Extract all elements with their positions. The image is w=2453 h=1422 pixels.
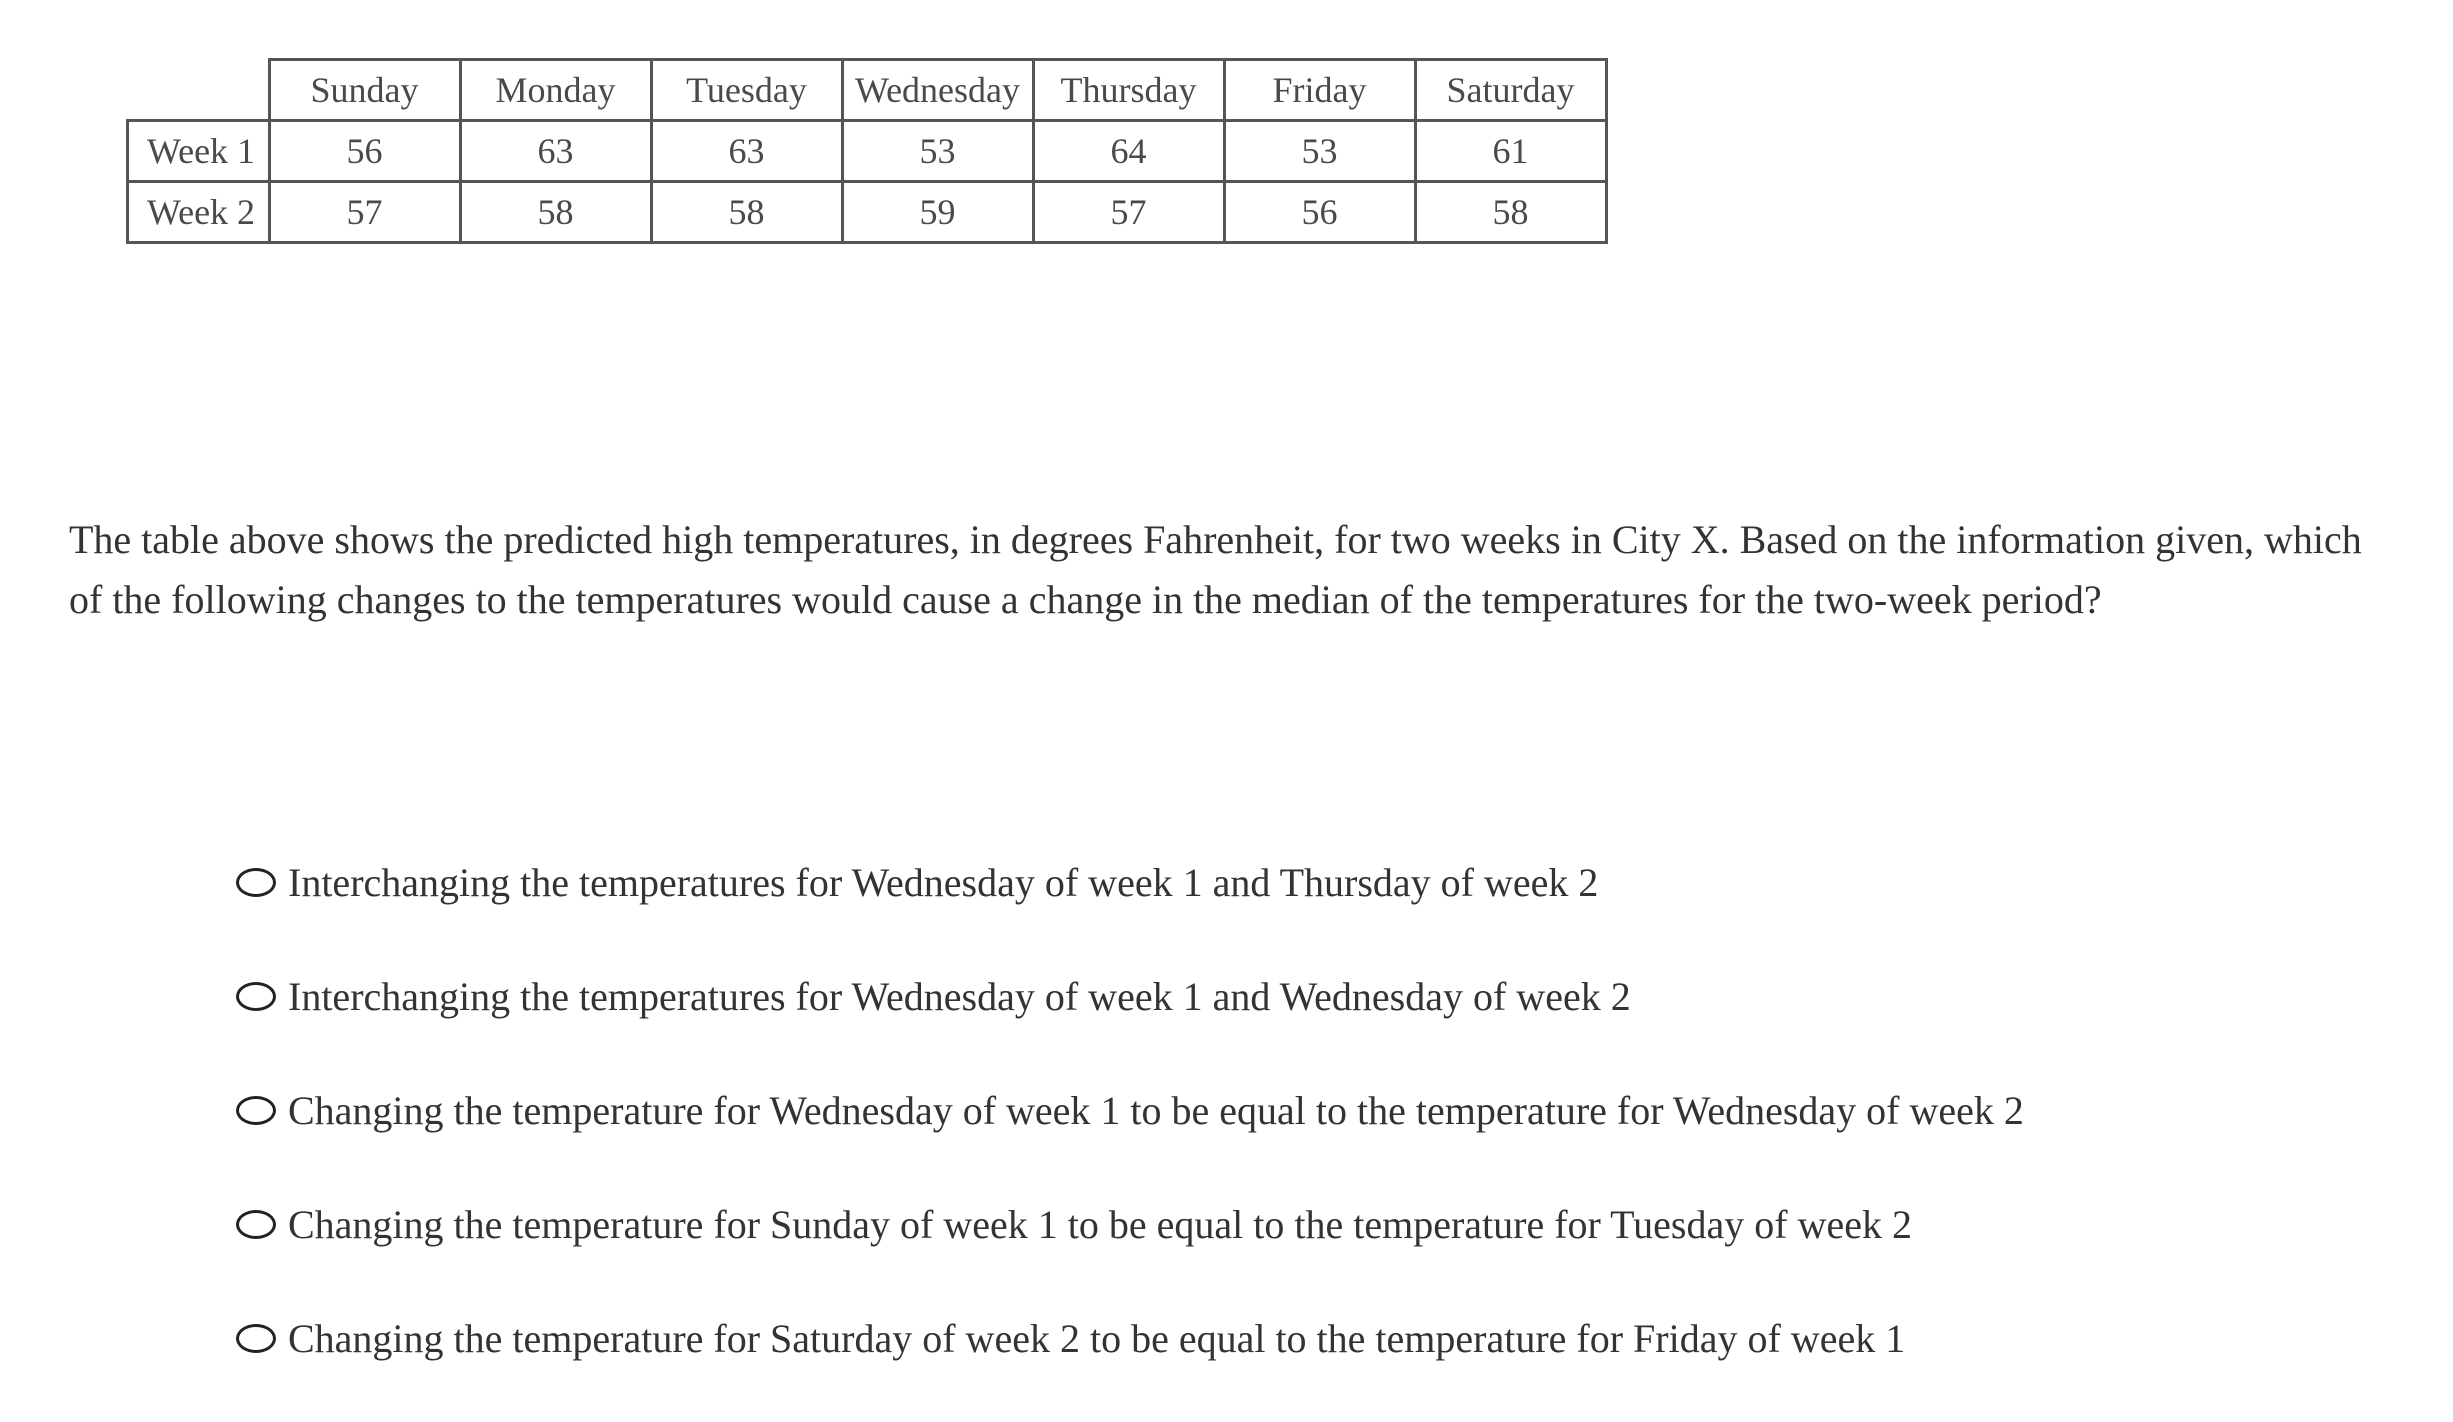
temperature-table: [126, 58, 1608, 244]
table-header-row: [128, 60, 1607, 121]
answer-option-2[interactable]: [236, 966, 2024, 1026]
column-header-wednesday: Wednesday: [842, 60, 1033, 121]
radio-button-icon[interactable]: [236, 868, 276, 897]
answer-option-label: Changing the temperature for Sunday of week 1 to be equal to the temperature for Tuesday of week 2: [288, 1201, 1912, 1247]
table-cell: 58: [1415, 182, 1606, 243]
question-text: The table above shows the predicted high temperatures, in degrees Fahrenheit, for two weeks in City X. Based on the information given, which of the following changes to the temperatures would cause a change in the median of the temperatures for the two-week period?: [69, 517, 2362, 622]
column-header-friday: Friday: [1224, 60, 1415, 121]
radio-button-icon[interactable]: [236, 1210, 276, 1239]
table-cell: 59: [842, 182, 1033, 243]
table-cell: 56: [1224, 182, 1415, 243]
column-header-saturday: Saturday: [1415, 60, 1606, 121]
table-row-week-1: [128, 121, 1607, 182]
table-cell: 56: [269, 121, 460, 182]
table-cell: 61: [1415, 121, 1606, 182]
temperature-table-container: [126, 58, 1608, 244]
answer-option-label: Changing the temperature for Wednesday of week 1 to be equal to the temperature for Wednesday of week 2: [288, 1087, 2024, 1133]
table-cell: 58: [460, 182, 651, 243]
table-cell: 53: [1224, 121, 1415, 182]
answer-option-label: Interchanging the temperatures for Wednesday of week 1 and Thursday of week 2: [288, 859, 1599, 905]
table-cell: 64: [1033, 121, 1224, 182]
answer-option-1[interactable]: [236, 852, 2024, 912]
column-header-sunday: Sunday: [269, 60, 460, 121]
answer-option-label: Interchanging the temperatures for Wednesday of week 1 and Wednesday of week 2: [288, 973, 1631, 1019]
row-header-week-2: Week 2: [128, 182, 270, 243]
column-header-monday: Monday: [460, 60, 651, 121]
table-cell: 57: [1033, 182, 1224, 243]
answer-option-4[interactable]: [236, 1194, 2024, 1254]
table-cell: 58: [651, 182, 842, 243]
radio-button-icon[interactable]: [236, 982, 276, 1011]
table-cell: 63: [460, 121, 651, 182]
table-row-week-2: [128, 182, 1607, 243]
row-header-week-1: Week 1: [128, 121, 270, 182]
column-header-thursday: Thursday: [1033, 60, 1224, 121]
table-cell: 53: [842, 121, 1033, 182]
table-corner-cell: [128, 60, 270, 121]
radio-button-icon[interactable]: [236, 1096, 276, 1125]
answer-option-3[interactable]: [236, 1080, 2024, 1140]
answer-options: [236, 852, 2024, 1422]
answer-option-5[interactable]: [236, 1308, 2024, 1368]
radio-button-icon[interactable]: [236, 1324, 276, 1353]
answer-option-label: Changing the temperature for Saturday of week 2 to be equal to the temperature for Friday of week 1: [288, 1315, 1906, 1361]
table-cell: 63: [651, 121, 842, 182]
table-cell: 57: [269, 182, 460, 243]
column-header-tuesday: Tuesday: [651, 60, 842, 121]
